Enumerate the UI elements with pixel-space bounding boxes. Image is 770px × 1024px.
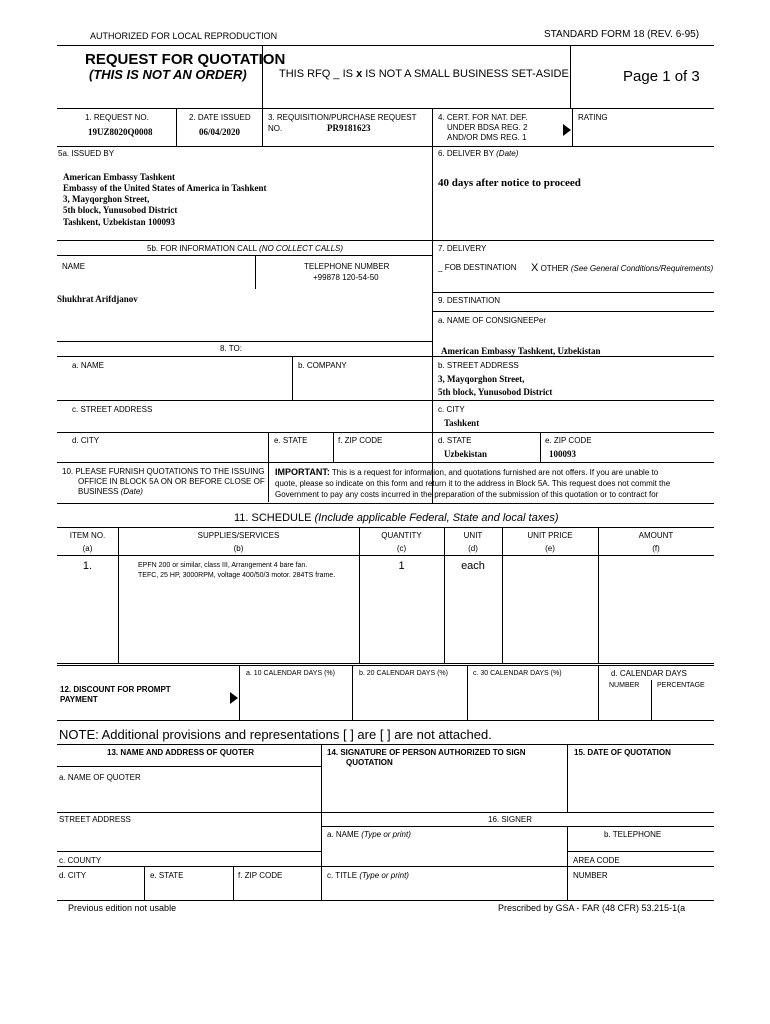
discount-label-line1: 12. DISCOUNT FOR PROMPT <box>60 685 171 694</box>
page-number: Page 1 of 3 <box>623 68 700 85</box>
col-header-item: ITEM NO. <box>69 531 106 540</box>
item-quantity: 1 <box>398 560 405 572</box>
issued-by-line: American Embassy Tashkent <box>63 172 176 182</box>
col-header-amount: AMOUNT <box>638 531 674 540</box>
issued-by-line: 5th block, Yunusobod District <box>63 205 178 215</box>
arrow-right-icon <box>230 692 238 704</box>
zip-value: 100093 <box>549 449 576 459</box>
deliver-by-value: 40 days after notice to proceed <box>438 177 581 189</box>
furnish-line1: 10. PLEASE FURNISH QUOTATIONS TO THE ISSUING <box>62 467 265 476</box>
date-issued: 06/04/2020 <box>199 127 241 137</box>
issued-by-label: 5a. ISSUED BY <box>58 149 115 158</box>
signer-label: 16. SIGNER <box>488 815 533 824</box>
col-header-unit-price: UNIT PRICE <box>527 531 573 540</box>
quoter-name-label: a. NAME OF QUOTER <box>59 773 141 782</box>
signer-title-label: c. TITLE (Type or print) <box>327 871 409 880</box>
previous-edition-note: Previous edition not usable <box>68 903 177 913</box>
arrow-right-icon <box>563 124 571 136</box>
cert-line3: AND/OR DMS REG. 1 <box>447 133 527 142</box>
delivery-label: 7. DELIVERY <box>438 244 487 253</box>
telephone-label: TELEPHONE NUMBER <box>304 262 390 271</box>
issued-by-line: Tashkent, Uzbekistan 100093 <box>63 217 175 227</box>
furnish-line2: OFFICE IN BLOCK 5A ON OR BEFORE CLOSE OF <box>78 477 265 486</box>
street-address-line: 3, Mayqorghon Street, <box>438 374 525 384</box>
to-street-label: c. STREET ADDRESS <box>72 405 153 414</box>
form-title: REQUEST FOR QUOTATION <box>85 51 286 68</box>
furnish-line3: BUSINESS (Date) <box>78 487 143 496</box>
authorized-note: AUTHORIZED FOR LOCAL REPRODUCTION <box>90 31 278 41</box>
requisition-no: PR9181623 <box>327 123 371 133</box>
issued-by-line: Embassy of the United States of America in Tashkent <box>63 183 267 193</box>
consignee-label: a. NAME OF CONSIGNEEPer <box>438 316 547 325</box>
quoter-street-label: STREET ADDRESS <box>59 815 131 824</box>
to-zip-label: f. ZIP CODE <box>338 436 383 445</box>
col-letter: (b) <box>233 544 244 553</box>
date-issued-label: 2. DATE ISSUED <box>189 113 251 122</box>
to-company-label: b. COMPANY <box>298 361 347 370</box>
item-no: 1. <box>82 560 93 572</box>
city-label: c. CITY <box>438 405 465 414</box>
info-call-label: 5b. FOR INFORMATION CALL (NO COLLECT CALLS) <box>147 244 344 253</box>
quoter-label: 13. NAME AND ADDRESS OF QUOTER <box>107 748 254 757</box>
to-name-label: a. NAME <box>72 361 105 370</box>
attachment-note: NOTE: Additional provisions and representations [ ] are [ ] are not attached. <box>59 727 492 742</box>
cert-line2: UNDER BDSA REG. 2 <box>447 123 528 132</box>
discount-number: NUMBER <box>609 682 640 689</box>
item-desc-line: TEFC, 25 HP, 3000RPM, voltage 400/50/3 motor. 284TS frame. <box>138 572 336 579</box>
delivery-other: X OTHER (See General Conditions/Requirements) <box>531 262 714 274</box>
quoter-zip-label: f. ZIP CODE <box>238 871 283 880</box>
issued-by-line: 3, Mayqorghon Street, <box>63 194 150 204</box>
street-address-line: 5th block, Yunusobod District <box>438 387 553 397</box>
signer-telephone-label: b. TELEPHONE <box>604 830 662 839</box>
signer-number-label: NUMBER <box>573 871 608 880</box>
discount-10-days: a. 10 CALENDAR DAYS (%) <box>246 670 335 677</box>
item-unit: each <box>461 560 485 572</box>
col-letter: (f) <box>652 544 660 553</box>
schedule-title: 11. SCHEDULE (Include applicable Federal, State and local taxes) <box>234 512 559 524</box>
to-city-label: d. CITY <box>72 436 100 445</box>
quoter-city-label: d. CITY <box>59 871 87 880</box>
signature-label-line2: QUOTATION <box>346 758 393 767</box>
col-letter: (e) <box>545 544 555 553</box>
cert-line1: 4. CERT. FOR NAT. DEF. <box>438 113 528 122</box>
form-subtitle: (THIS IS NOT AN ORDER) <box>89 67 247 82</box>
telephone-number: +99878 120-54-50 <box>313 273 379 282</box>
consignee-name: American Embassy Tashkent, Uzbekistan <box>441 346 601 356</box>
important-line3: Government to pay any costs incurred in the preparation of the submission of this quotation or to contract for <box>275 490 659 499</box>
discount-label-line2: PAYMENT <box>60 695 98 704</box>
to-label: 8. TO: <box>220 344 242 353</box>
discount-percentage: PERCENTAGE <box>657 682 705 689</box>
item-desc-line: EPFN 200 or similar, class III, Arrangement 4 bare fan. <box>138 562 308 569</box>
col-letter: (d) <box>468 544 478 553</box>
col-letter: (a) <box>82 544 93 553</box>
destination-label: 9. DESTINATION <box>438 296 501 305</box>
form-id: STANDARD FORM 18 (REV. 6-95) <box>544 29 700 40</box>
contact-name: Shukhrat Arifdjanov <box>57 294 138 304</box>
important-line2: quote, please so indicate on this form and return it to the address in Block 5A. This request does not commit the <box>275 479 671 488</box>
discount-20-days: b. 20 CALENDAR DAYS (%) <box>359 670 448 677</box>
street-address-label: b. STREET ADDRESS <box>438 361 519 370</box>
request-no-label: 1. REQUEST NO. <box>85 113 149 122</box>
quoter-county-label: c. COUNTY <box>59 856 102 865</box>
zip-label: e. ZIP CODE <box>545 436 592 445</box>
deliver-by-label: 6. DELIVER BY (Date) <box>438 149 519 158</box>
requisition-no-label: NO. <box>268 124 283 133</box>
rating-label: RATING <box>578 113 608 122</box>
important-line1: IMPORTANT: This is a request for information, and quotations furnished are not offers. If you are unable to <box>275 467 659 477</box>
discount-calendar-days: d. CALENDAR DAYS <box>611 669 687 678</box>
date-of-quotation-label: 15. DATE OF QUOTATION <box>574 748 671 757</box>
fob-destination: _ FOB DESTINATION <box>438 263 517 272</box>
state-label: d. STATE <box>438 436 472 445</box>
to-state-label: e. STATE <box>274 436 308 445</box>
col-letter: (c) <box>396 544 407 553</box>
small-business-line: THIS RFQ _ IS x IS NOT A SMALL BUSINESS SET-ASIDE <box>279 68 569 80</box>
contact-name-label: NAME <box>62 262 86 271</box>
prescribed-by-note: Prescribed by GSA - FAR (48 CFR) 53.215-1(a <box>498 903 686 913</box>
area-code-label: AREA CODE <box>573 856 620 865</box>
col-header-quantity: QUANTITY <box>381 531 422 540</box>
requisition-label: 3. REQUISITION/PURCHASE REQUEST <box>268 113 417 122</box>
signature-label-line1: 14. SIGNATURE OF PERSON AUTHORIZED TO SIGN <box>327 748 526 757</box>
request-no: 19UZ8020Q0008 <box>88 127 153 137</box>
col-header-supplies: SUPPLIES/SERVICES <box>197 531 280 540</box>
quoter-state-label: e. STATE <box>150 871 184 880</box>
col-header-unit: UNIT <box>463 531 483 540</box>
signer-name-label: a. NAME (Type or print) <box>327 830 411 839</box>
city-value: Tashkent <box>444 418 480 428</box>
state-value: Uzbekistan <box>444 449 488 459</box>
discount-30-days: c. 30 CALENDAR DAYS (%) <box>473 670 562 677</box>
